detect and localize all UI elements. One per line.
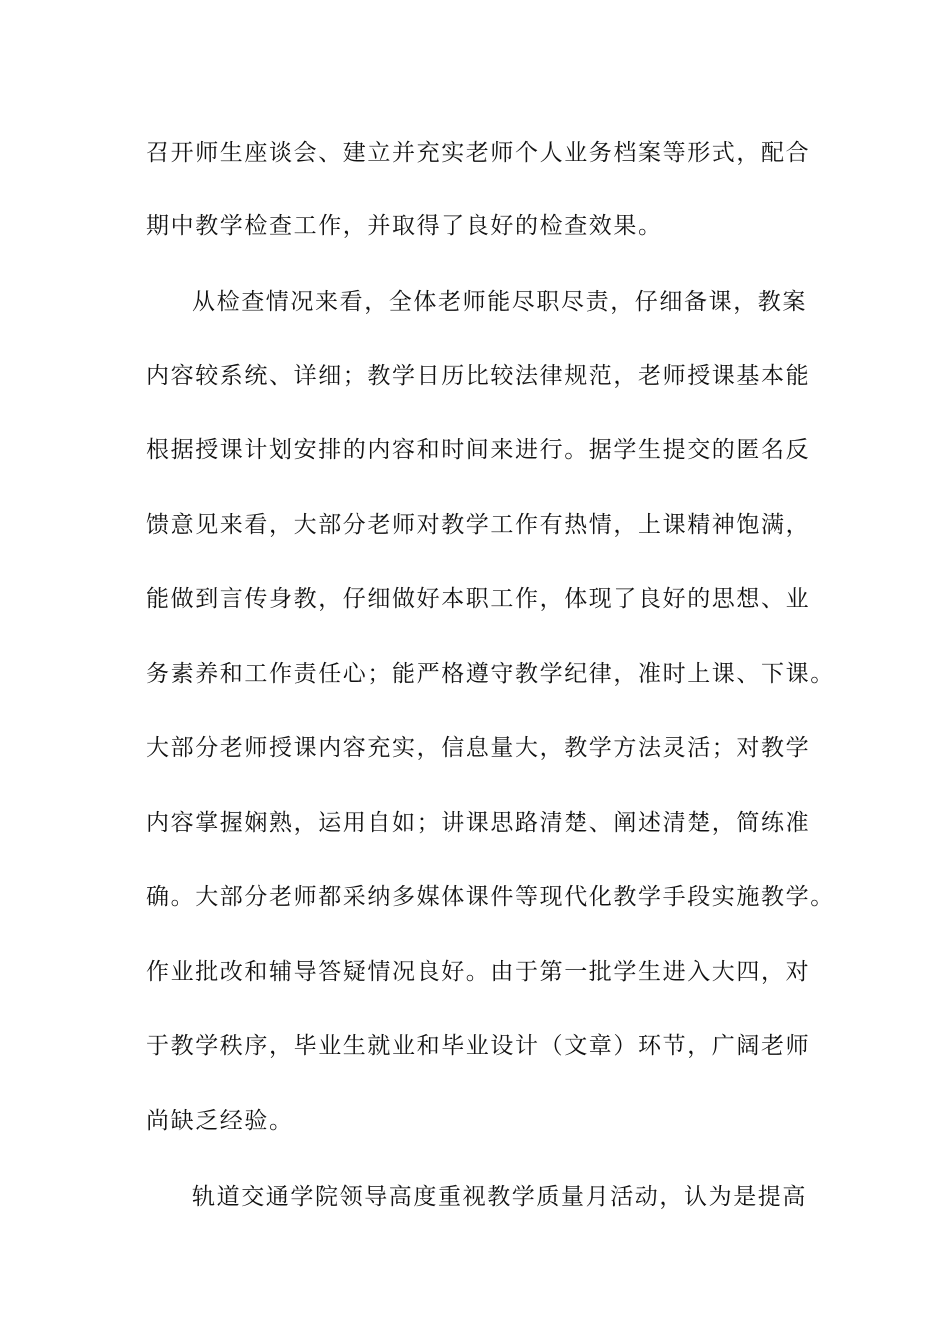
paragraph-start-line: 轨道交通学院领导高度重视教学质量月活动，认为是提高 (192, 1184, 807, 1210)
text-line: 内容较系统、详细；教学日历比较法律规范，老师授课基本能 (146, 363, 811, 389)
text-line: 根据授课计划安排的内容和时间来进行。据学生提交的匿名反 (146, 437, 811, 463)
text-line: 期中教学检查工作，并取得了良好的检查效果。 (146, 213, 663, 239)
text-line: 馈意见来看，大部分老师对教学工作有热情，上课精神饱满， (146, 512, 811, 538)
text-line: 尚缺乏经验。 (146, 1108, 294, 1134)
text-line: 能做到言传身教，仔细做好本职工作，体现了良好的思想、业 (146, 586, 811, 612)
text-line: 于教学秩序，毕业生就业和毕业设计（文章）环节，广阔老师 (146, 1033, 811, 1059)
text-line: 召开师生座谈会、建立并充实老师个人业务档案等形式，配合 (146, 140, 811, 166)
text-line: 大部分老师授课内容充实，信息量大，教学方法灵活；对教学 (146, 735, 811, 761)
text-line: 作业批改和辅导答疑情况良好。由于第一批学生进入大四，对 (146, 959, 811, 985)
text-line: 内容掌握娴熟，运用自如；讲课思路清楚、阐述清楚，简练准 (146, 810, 811, 836)
text-line: 务素养和工作责任心；能严格遵守教学纪律，准时上课、下课。 (146, 661, 835, 687)
paragraph-start-line: 从检查情况来看，全体老师能尽职尽责，仔细备课，教案 (192, 289, 807, 315)
text-line: 确。大部分老师都采纳多媒体课件等现代化教学手段实施教学。 (146, 884, 835, 910)
